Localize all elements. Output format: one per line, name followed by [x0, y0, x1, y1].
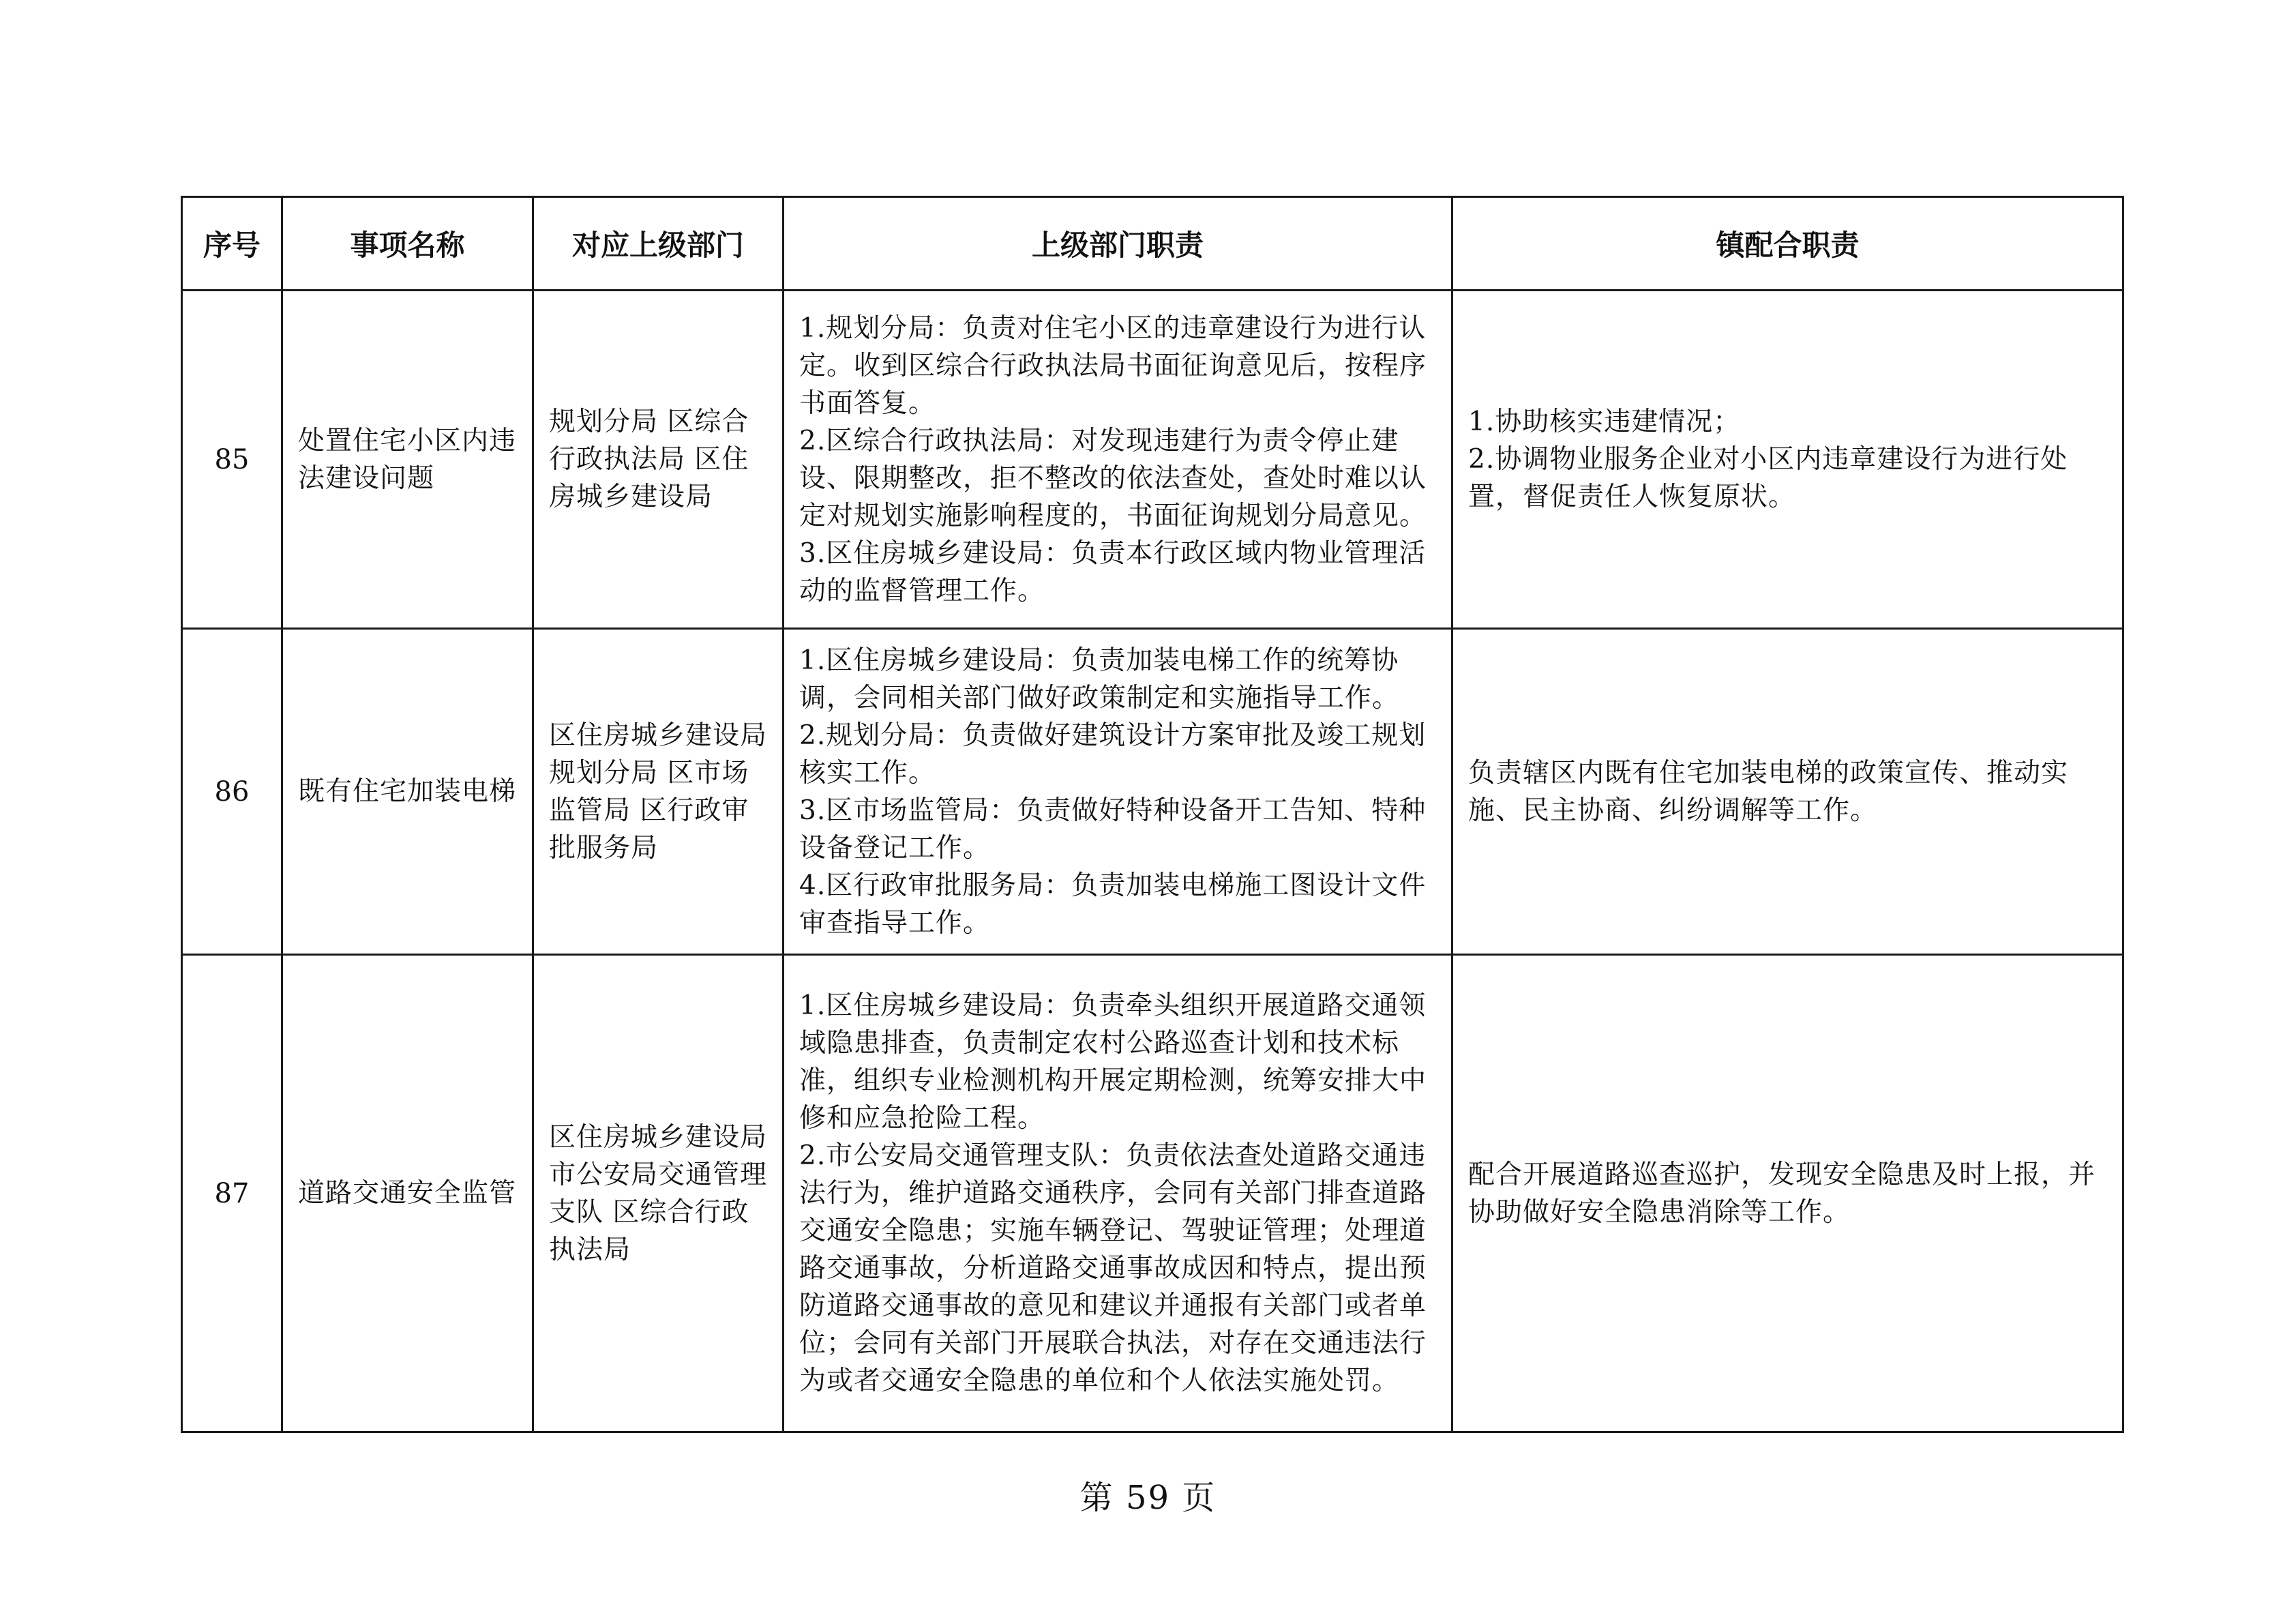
duty-line: 2.规划分局：负责做好建筑设计方案审批及竣工规划核实工作。	[799, 720, 1427, 788]
row-name-cell	[282, 291, 533, 629]
table-row	[182, 291, 2123, 629]
duty-line: 2.市公安局交通管理支队：负责依法查处道路交通违法行为，维护道路交通秩序，会同有关部门排查道路交通安全隐患；实施车辆登记、驾驶证管理；处理道路交通事故，分析道路交通事故成因和特点，提出预防道路交通事故的意见和建议并通报有关部门或者单位；会同有关部门开展联合执法，对存在交通违法行为或者交通安全隐患的单位和个人依法实施处罚。	[799, 1140, 1427, 1396]
row-dept-cell	[533, 955, 784, 1432]
header-superior-dept: 对应上级部门	[533, 197, 784, 291]
duties-table	[181, 196, 2124, 1433]
coop-line: 1.协助核实违建情况；	[1468, 407, 1741, 437]
page-number: 第 59 页	[1079, 1479, 1217, 1517]
row-dept-cell	[533, 291, 784, 629]
duty-line: 1.区住房城乡建设局：负责加装电梯工作的统筹协调，会同相关部门做好政策制定和实施指导工作。	[799, 645, 1400, 713]
coop-line: 负责辖区内既有住宅加装电梯的政策宣传、推动实施、民主协商、纠纷调解等工作。	[1468, 757, 2069, 826]
duty-line: 1.区住房城乡建设局：负责牵头组织开展道路交通领域隐患排查，负责制定农村公路巡查计划和技术标准，组织专业检测机构开展定期检测，统筹安排大中修和应急抢险工程。	[799, 990, 1427, 1134]
row-coop-cell	[1452, 955, 2123, 1432]
row-duties-cell	[784, 291, 1452, 629]
duty-line: 2.区综合行政执法局：对发现违建行为责令停止建设、限期整改，拒不整改的依法查处，查处时难以认定对规划实施影响程度的，书面征询规划分局意见。	[799, 425, 1427, 531]
coop-line: 2.协调物业服务企业对小区内违章建设行为进行处置，督促责任人恢复原状。	[1468, 444, 2068, 512]
header-item-name: 事项名称	[282, 197, 533, 291]
duty-line: 3.区住房城乡建设局：负责本行政区域内物业管理活动的监督管理工作。	[799, 537, 1427, 606]
coop-line: 配合开展道路巡查巡护，发现安全隐患及时上报，并协助做好安全隐患消除等工作。	[1468, 1159, 2096, 1228]
table-row	[182, 629, 2123, 955]
row-name: 处置住宅小区内违法建设问题	[298, 425, 517, 494]
duty-line: 1.规划分局：负责对住宅小区的违章建设行为进行认定。收到区综合行政执法局书面征询意见后，按程序书面答复。	[799, 312, 1427, 419]
row-seq: 85	[182, 291, 282, 629]
header-town-duties: 镇配合职责	[1452, 197, 2123, 291]
table-row	[182, 955, 2123, 1432]
header-seq: 序号	[182, 197, 282, 291]
row-dept: 规划分局 区综合行政执法局 区住房城乡建设局	[549, 407, 749, 512]
row-dept-cell	[533, 629, 784, 955]
row-name-cell	[282, 629, 533, 955]
row-name: 既有住宅加装电梯	[298, 776, 517, 807]
header-superior-duties: 上级部门职责	[784, 197, 1452, 291]
row-dept: 区住房城乡建设局 规划分局 区市场监管局 区行政审批服务局	[549, 720, 768, 863]
duty-line: 4.区行政审批服务局：负责加装电梯施工图设计文件审查指导工作。	[799, 870, 1427, 939]
table-header-row	[182, 197, 2123, 291]
row-duties-cell	[784, 955, 1452, 1432]
row-name-cell	[282, 955, 533, 1432]
row-duties-cell	[784, 629, 1452, 955]
row-seq: 87	[182, 955, 282, 1432]
row-coop-cell	[1452, 629, 2123, 955]
duty-line: 3.区市场监管局：负责做好特种设备开工告知、特种设备登记工作。	[799, 795, 1427, 863]
row-dept: 区住房城乡建设局 市公安局交通管理支队 区综合行政执法局	[549, 1121, 768, 1265]
row-coop-cell	[1452, 291, 2123, 629]
row-name: 道路交通安全监管	[298, 1178, 517, 1209]
row-seq: 86	[182, 629, 282, 955]
